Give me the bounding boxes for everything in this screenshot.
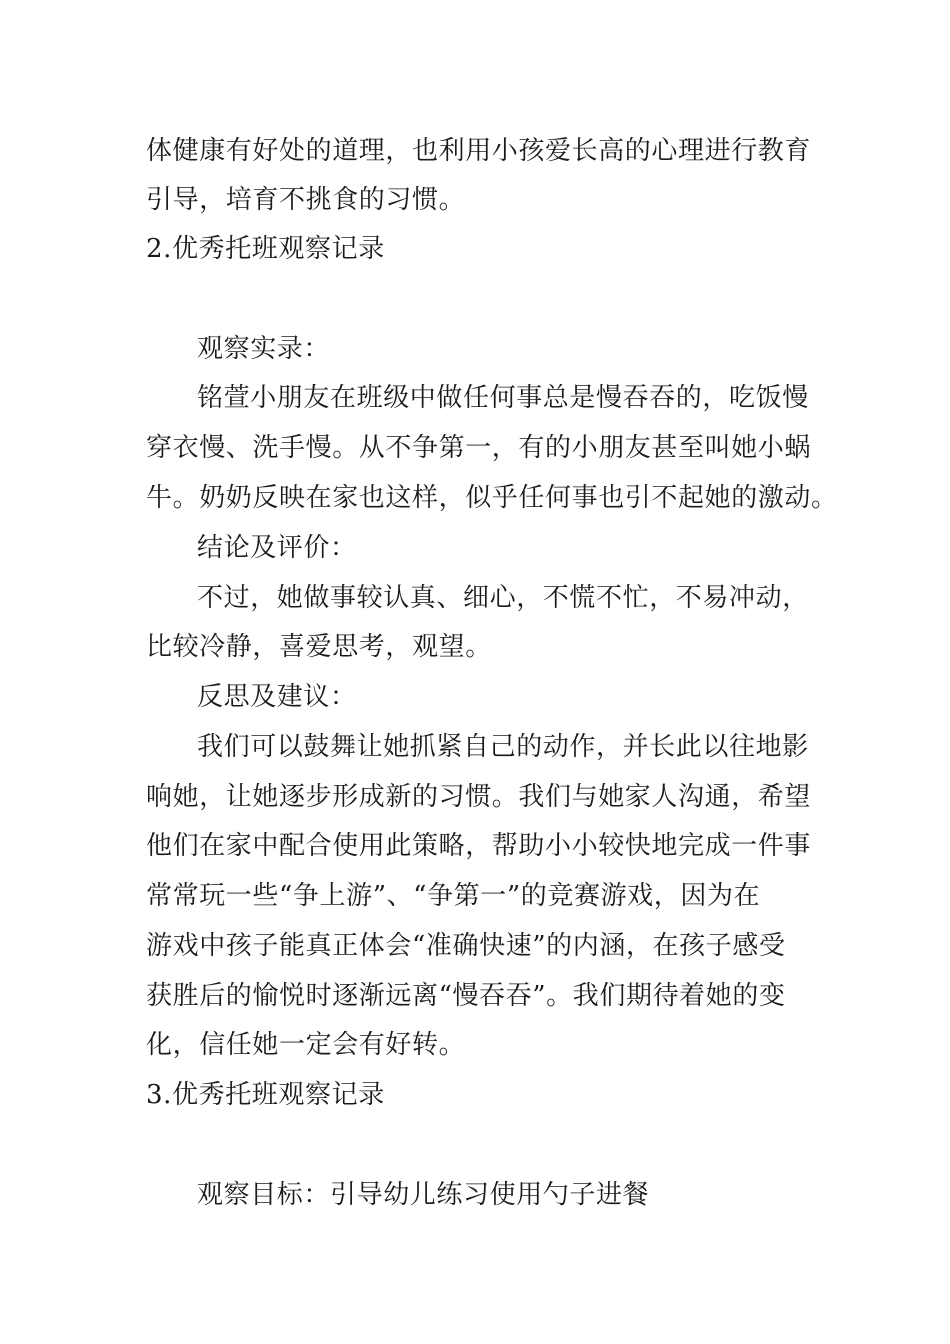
body-text-line: 铭萱小朋友在班级中做任何事总是慢吞吞的，吃饭慢 [197, 383, 809, 413]
body-text-line: 常常玩一些“争上游”、“争第一”的竞赛游戏，因为在 [146, 881, 761, 911]
body-text-line: 比较冷静，喜爱思考，观望。 [146, 632, 492, 662]
section-heading-3: 3.优秀托班观察记录 [146, 1080, 385, 1110]
body-text-line: 穿衣慢、洗手慢。从不争第一，有的小朋友甚至叫她小蜗 [146, 433, 812, 463]
body-text-line: 他们在家中配合使用此策略，帮助小小较快地完成一件事 [146, 831, 812, 861]
subheading-observation-goal: 观察目标：引导幼儿练习使用勺子进餐 [197, 1180, 650, 1210]
body-text-line: 获胜后的愉悦时逐渐远离“慢吞吞”。我们期待着她的变 [146, 981, 786, 1011]
body-text-line: 游戏中孩子能真正体会“准确快速”的内涵，在孩子感受 [146, 931, 786, 961]
body-text-line: 引导，培育不挑食的习惯。 [146, 185, 466, 215]
body-text-line: 牛。奶奶反映在家也这样，似乎任何事也引不起她的激动。 [146, 483, 838, 513]
subheading-reflection: 反思及建议： [197, 682, 357, 712]
subheading-conclusion: 结论及评价： [197, 533, 357, 563]
body-text-line: 我们可以鼓舞让她抓紧自己的动作，并长此以往地影 [197, 732, 809, 762]
subheading-observation-record: 观察实录： [197, 334, 331, 364]
body-text-line: 不过，她做事较认真、细心，不慌不忙，不易冲动， [197, 583, 809, 613]
body-text-line: 化，信任她一定会有好转。 [146, 1030, 466, 1060]
section-heading-2: 2.优秀托班观察记录 [146, 234, 385, 264]
body-text-line: 响她，让她逐步形成新的习惯。我们与她家人沟通，希望 [146, 782, 812, 812]
body-text-line: 体健康有好处的道理，也利用小孩爱长高的心理进行教育 [146, 136, 812, 166]
